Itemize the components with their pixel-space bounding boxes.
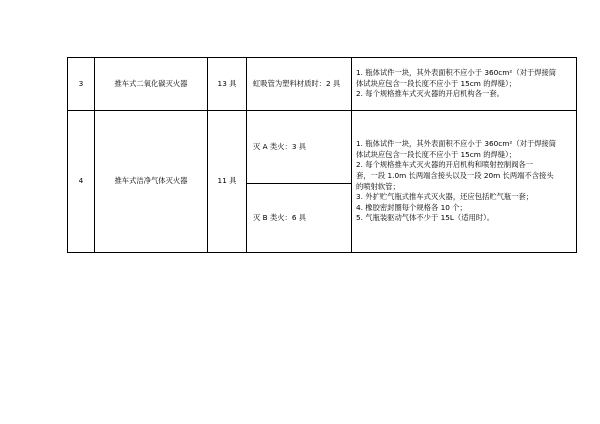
- quantity-cell: 13 具: [208, 58, 247, 111]
- requirements-cell: [352, 58, 577, 111]
- row-number-cell: 4: [68, 111, 95, 253]
- product-name-cell: 推车式洁净气体灭火器: [95, 111, 208, 253]
- table-row: [68, 111, 577, 184]
- requirement-line: 2. 每个规格推车式灭火器的开启机构各一套。: [356, 89, 504, 99]
- condition-text: 灭 A 类火：3 具: [253, 141, 307, 151]
- requirement-line: 4. 橡胶密封圈每个规格各 10 个；: [356, 202, 467, 212]
- requirement-line: 套，一段 1.0m 长两端含接头以及一段 20m 长两端不含接头: [356, 170, 554, 180]
- requirements-cell: [352, 111, 577, 253]
- condition-cell-class-b: [247, 184, 352, 253]
- requirement-line: 3. 外扩贮气瓶式推车式灭火器，还应包括贮气瓶一套；: [356, 192, 534, 202]
- condition-cell-class-a: [247, 111, 352, 184]
- product-name-cell: 推车式二氧化碳灭火器: [95, 58, 208, 111]
- condition-text: 灭 B 类火：6 具: [253, 212, 307, 222]
- requirement-line: 的喷射软管；: [356, 181, 400, 191]
- table-body: [68, 58, 577, 253]
- condition-cell: [247, 58, 352, 111]
- requirement-line: 体试块应包含一段长度不应小于 15cm 的焊缝）；: [356, 78, 517, 88]
- requirement-line: 体试块应包含一段长度不应小于 15cm 的焊缝）；: [356, 149, 517, 159]
- fire-extinguisher-spec-table: [67, 57, 577, 253]
- condition-text: 虹吸管为塑料材质时：2 具: [253, 78, 341, 88]
- requirement-line: 1. 瓶体试件一块，其外表面积不应小于 360cm²（对于焊接筒: [356, 139, 557, 149]
- requirement-line: 1. 瓶体试件一块，其外表面积不应小于 360cm²（对于焊接筒: [356, 68, 557, 78]
- quantity-cell: 11 具: [208, 111, 247, 253]
- requirement-line: 2. 每个规格推车式灭火器的开启机构和喷射控制阀各一: [356, 160, 534, 170]
- table-row: [68, 58, 577, 111]
- requirement-line: 5. 气瓶装驱动气体不少于 15L（适用时）。: [356, 213, 495, 223]
- row-number-cell: 3: [68, 58, 95, 111]
